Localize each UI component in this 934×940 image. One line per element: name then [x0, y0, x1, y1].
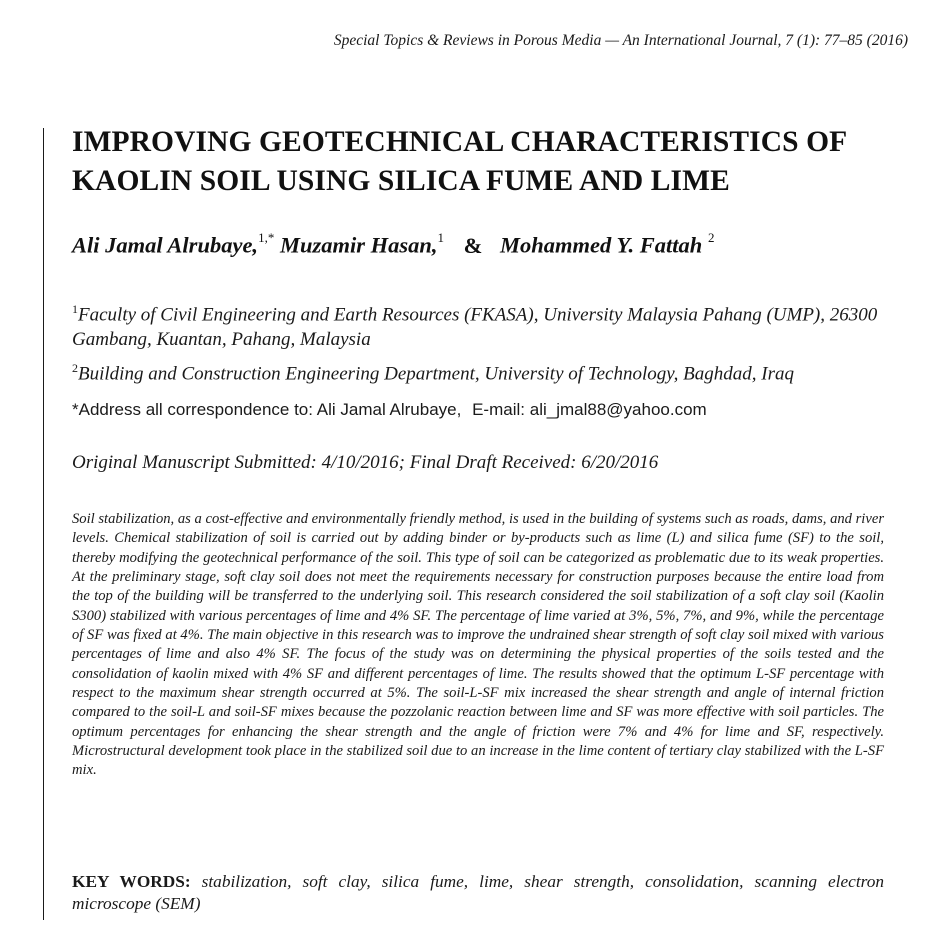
title-line: KAOLIN SOIL USING SILICA FUME AND LIME: [72, 165, 730, 197]
author-affiliation-marker: 1,*: [258, 230, 275, 245]
author-affiliation-marker: 2: [707, 230, 715, 245]
affiliation-text: Faculty of Civil Engineering and Earth Resources (FKASA), University Malaysia Pahang (UMP), 26300 Gambang, Kuantan, Pahang, Malaysia: [72, 304, 878, 351]
author-name: Muzamir Hasan,: [279, 232, 438, 258]
author-list: [72, 232, 912, 259]
affiliation-2: [72, 356, 892, 386]
keywords: [72, 871, 884, 915]
author-name: Ali Jamal Alrubaye,: [72, 232, 259, 258]
abstract: Soil stabilization, as a cost-effective and environmentally friendly method, is used in the building of systems such as roads, dams, and river levels. Chemical stabilization of soil is carried out by adding binder or by-products such as lime (L) and silica fume (SF) to the soil, thereby modifying the geotechnical performance of the soil. This type of soil can be categorized as problematic due to its weak properties. At the preliminary stage, soft clay soil does not meet the requirements necessary for construction purposes because the entire load from the top of the building will be transferred to the underlying soil. This research considered the soil stabilization of a soft clay soil (Kaolin S300) stabilized with various percentages of lime and 4% SF. The percentage of lime varied at 3%, 5%, 7%, and 9%, while the percentage of SF was fixed at 4%. The main objective in this research was to improve the undrained shear strength of soft clay soil mixed with various percentages of lime and also 4% SF. The focus of the study was on determining the physical properties of the soils tested and the consolidation of kaolin mixed with 4% SF and different percentages of lime. The results showed that the optimum L-SF percentage with respect to the maximum shear strength occurred at 5%. The soil-L-SF mix increased the shear strength and angle of internal friction compared to the soil-L and soil-SF mixes because the pozzolanic reaction between lime and SF was more effective with soil particles. The optimum percentages for enhancing the shear strength and the angle of friction were 7% and 4% for lime and SF, respectively. Microstructural development took place in the stabilized soil due to an increase in the lime content of tertiary clay stabilized with the L-SF mix.: [72, 511, 884, 779]
correspondence-line: [72, 400, 912, 420]
affiliation-1: [72, 297, 892, 352]
correspondence-label: *Address all correspondence to:: [72, 400, 313, 419]
author-separator: &: [463, 232, 483, 258]
manuscript-dates: Original Manuscript Submitted: 4/10/2016; Final Draft Received: 6/20/2016: [72, 452, 659, 473]
keywords-text: stabilization, soft clay, silica fume, lime, shear strength, consolidation, scanning electron microscope (SEM): [72, 872, 884, 913]
title-line: IMPROVING GEOTECHNICAL CHARACTERISTICS OF: [72, 126, 848, 158]
affiliation-text: Building and Construction Engineering Department, University of Technology, Baghdad, Iraq: [78, 363, 794, 385]
paper-title: [72, 123, 912, 201]
email-label: E-mail:: [472, 400, 525, 419]
keywords-label: KEY WORDS:: [72, 872, 191, 891]
affiliation-marker: 2: [72, 361, 78, 375]
affiliation-marker: 1: [72, 302, 78, 316]
running-head: Special Topics & Reviews in Porous Media — An International Journal, 7 (1): 77–85 (2016): [333, 32, 908, 49]
author-affiliation-marker: 1: [437, 230, 444, 245]
author-name: Mohammed Y. Fattah: [500, 232, 703, 258]
correspondence-name: Ali Jamal Alrubaye,: [316, 400, 462, 419]
email-address[interactable]: ali_jmal88@yahoo.com: [529, 400, 707, 419]
margin-rule: [43, 128, 44, 920]
